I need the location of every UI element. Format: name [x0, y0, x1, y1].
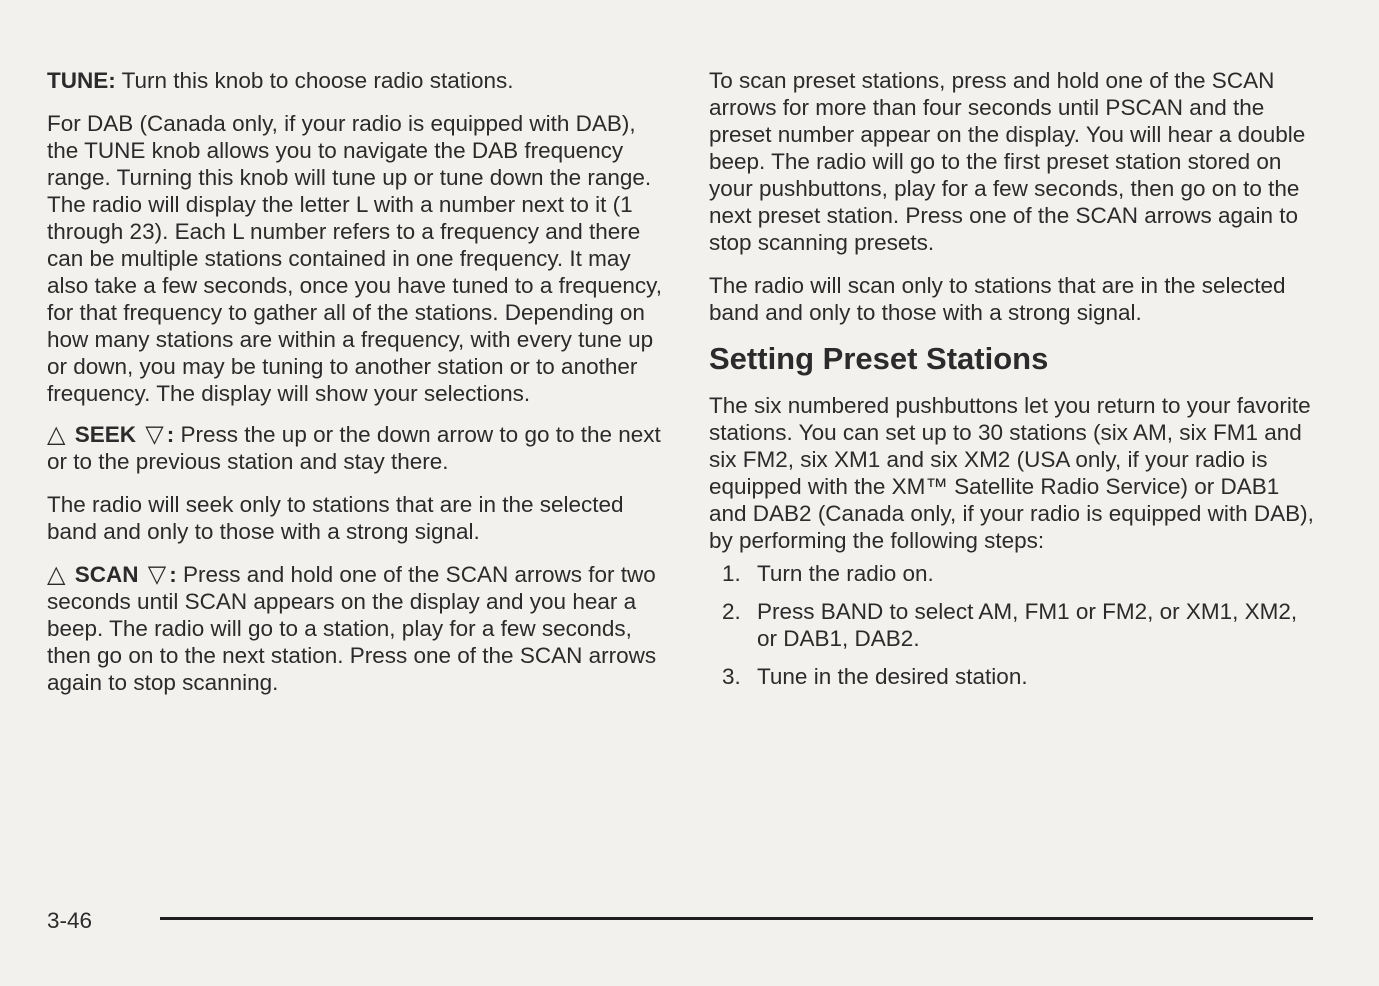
- right-column: [709, 67, 1321, 701]
- seek-text: Press the up or the down arrow to go to the next or to the previous station and stay there.: [47, 422, 661, 474]
- scan-signal-paragraph: The radio will scan only to stations that are in the selected band and only to those with a strong signal.: [709, 273, 1286, 325]
- tune-label: TUNE:: [47, 68, 116, 93]
- scan-down-arrow-icon: ▽: [147, 561, 167, 588]
- list-item: [709, 598, 1321, 652]
- step-number: 2.: [722, 599, 741, 624]
- tune-text: Turn this knob to choose radio stations.: [121, 68, 514, 93]
- seek-down-arrow-icon: ▽: [145, 421, 164, 448]
- scan-label: SCAN: [74, 562, 139, 587]
- seek-paragraph: [47, 421, 669, 475]
- scan-paragraph: [47, 561, 669, 696]
- step-text: Tune in the desired station.: [757, 664, 1028, 689]
- step-number: 1.: [722, 561, 741, 586]
- step-text: Press BAND to select AM, FM1 or FM2, or XM1, XM2, or DAB1, DAB2.: [757, 599, 1298, 651]
- section-heading: Setting Preset Stations: [709, 341, 1049, 376]
- preset-scan-paragraph: To scan preset stations, press and hold one of the SCAN arrows for more than four seconds until PSCAN and the preset number appear on the display. You will hear a double beep. The radio will go to the first preset station stored on your pushbuttons, play for a few seconds, then go on to the next preset station. Press one of the SCAN arrows again to stop scanning presets.: [709, 68, 1306, 255]
- seek-colon: :: [166, 422, 175, 447]
- tune-paragraph: [47, 67, 669, 94]
- dab-paragraph: For DAB (Canada only, if your radio is equipped with DAB), the TUNE knob allows you to navigate the DAB frequency range. Turning this knob will tune up or tune down the range. The radio will display the letter L with a number next to it (1 through 23). Each L number refers to a frequency and there can be multiple stations contained in one frequency. It may also take a few seconds, once you have tuned to a frequency, for that frequency to gather all of the stations. Depending on how many stations are within a frequency, with every tune up or down, you may be tuning to another station or to another frequency. The display will show your selections.: [47, 111, 662, 406]
- seek-signal-paragraph: The radio will seek only to stations that are in the selected band and only to those with a strong signal.: [47, 492, 624, 544]
- list-item: [709, 560, 1321, 587]
- scan-up-arrow-icon: △: [47, 561, 66, 588]
- scan-colon: :: [169, 562, 177, 587]
- step-text: Turn the radio on.: [757, 561, 934, 586]
- scan-text: Press and hold one of the SCAN arrows for two seconds until SCAN appears on the display and you hear a beep. The radio will go to a station, play for a few seconds, then go on to the next station. Press one of the SCAN arrows again to stop scanning.: [47, 562, 657, 695]
- steps-list: [709, 560, 1321, 690]
- intro-paragraph: The six numbered pushbuttons let you return to your favorite stations. You can set up to 30 stations (six AM, six FM1 and six FM2, six XM1 and six XM2 (USA only, if your radio is equipped with the XM™ Satellite Radio Service) or DAB1 and DAB2 (Canada only, if your radio is equipped with DAB), by performing the following steps:: [709, 393, 1314, 553]
- step-number: 3.: [722, 664, 741, 689]
- left-column: [47, 67, 669, 712]
- footer-divider: [160, 917, 1313, 920]
- list-item: [709, 663, 1321, 690]
- page-number: 3-46: [47, 908, 93, 933]
- seek-up-arrow-icon: △: [47, 421, 66, 448]
- seek-label: SEEK: [74, 422, 137, 447]
